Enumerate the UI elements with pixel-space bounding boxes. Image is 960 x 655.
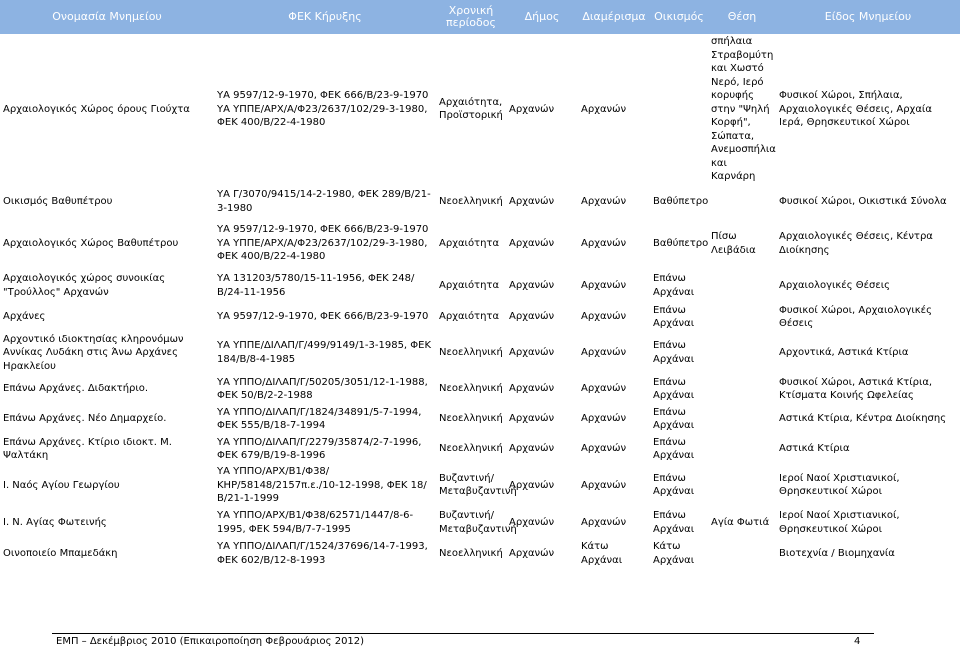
table-row (0, 269, 960, 303)
cell-oikismos: Βαθύπετρο (653, 237, 709, 249)
cell-diamerisma: Κάτω Αρχάναι (581, 541, 623, 566)
cell-period: Αρχαιότητα (439, 279, 500, 291)
cell-name: Επάνω Αρχάνες. Κτίριο ιδιοκτ. Μ. Ψαλτάκη (3, 436, 172, 461)
cell-oikismos: Επάνω Αρχάναι (653, 340, 695, 365)
cell-eidos: Αστικά Κτίρια, Κέντρα Διοίκησης (779, 413, 947, 425)
cell-thesi (708, 539, 776, 569)
cell-thesi (708, 404, 776, 434)
table-row (0, 185, 960, 219)
cell-dimos: Αρχανών (509, 103, 555, 115)
cell-eidos: Αρχαιολογικές Θέσεις (779, 279, 891, 291)
cell-period: Αρχαιότητα, Προϊστορική (439, 96, 503, 122)
cell-name: Αρχαιολογικός Χώρος Βαθυπέτρου (3, 237, 179, 249)
cell-eidos: Βιοτεχνία / Βιομηχανία (779, 547, 895, 559)
cell-thesi: Πίσω Λειβάδια (711, 231, 756, 256)
cell-name: Ι. Ναός Αγίου Γεωργίου (3, 479, 120, 491)
cell-fek: ΥΑ 9597/12-9-1970, ΦΕΚ 666/Β/23-9-1970 ΥΑ ΥΠΠΕ/ΑΡΧ/Α/Φ23/2637/102/29-3-1980, ΦΕΚ 400/Β/22-4-1980 (217, 224, 429, 263)
cell-eidos: Φυσικοί Χώροι, Αστικά Κτίρια, Κτίσματα Κοινής Ωφελείας (779, 376, 933, 401)
cell-fek: ΥΑ ΥΠΠΟ/ΔΙΛΑΠ/Γ/1824/34891/5-7-1994, ΦΕΚ 555/Β/18-7-1994 (217, 406, 422, 431)
cell-thesi (708, 434, 776, 464)
cell-period: Νεοελληνική (439, 347, 503, 358)
cell-dimos: Αρχανών (509, 237, 555, 249)
cell-oikismos: Επάνω Αρχάναι (653, 406, 695, 431)
cell-diamerisma: Αρχανών (581, 383, 627, 395)
cell-fek: ΥΑ ΥΠΠΟ/ΑΡΧ/Β1/Φ38/ΚΗΡ/58148/2157π.ε./10-12-1998, ΦΕΚ 18/Β/21-1-1999 (217, 466, 427, 504)
cell-period: Νεοελληνική (439, 443, 503, 455)
cell-period: Νεοελληνική (439, 383, 503, 395)
cell-name: Ι. Ν. Αγίας Φωτεινής (3, 516, 107, 528)
cell-oikismos: Επάνω Αρχάναι (653, 273, 695, 298)
cell-oikismos: Βαθύπετρο (653, 195, 709, 207)
cell-fek: ΥΑ Γ/3070/9415/14-2-1980, ΦΕΚ 289/Β/21-3-1980 (217, 189, 431, 214)
cell-eidos: Αρχοντικά, Αστικά Κτίρια (779, 347, 909, 358)
cell-oikismos: Επάνω Αρχάναι (653, 510, 695, 535)
table-row (0, 332, 960, 375)
cell-fek: ΥΑ 9597/12-9-1970, ΦΕΚ 666/Β/23-9-1970 (217, 311, 429, 323)
table-row (0, 303, 960, 332)
header-row (0, 0, 960, 34)
cell-fek: ΥΑ ΥΠΠΕ/ΔΙΛΑΠ/Γ/499/9149/1-3-1985, ΦΕΚ 184/Β/8-4-1985 (217, 340, 432, 365)
header-diamerisma: Διαμέρισμα (578, 0, 650, 34)
cell-thesi: Αγία Φωτιά (711, 516, 770, 528)
cell-thesi (708, 185, 776, 219)
cell-period: Αρχαιότητα (439, 311, 500, 323)
header-thesi: Θέση (708, 0, 776, 34)
cell-oikismos: Επάνω Αρχάναι (653, 472, 695, 498)
cell-thesi (708, 464, 776, 507)
cell-thesi (708, 374, 776, 404)
cell-diamerisma: Αρχανών (581, 195, 627, 207)
cell-diamerisma: Αρχανών (581, 443, 627, 455)
header-oikismos: Οικισμός (650, 0, 708, 34)
header-fek: ΦΕΚ Κήρυξης (214, 0, 436, 34)
footer-divider (52, 633, 874, 634)
table-row (0, 34, 960, 185)
cell-diamerisma: Αρχανών (581, 237, 627, 249)
cell-eidos: Ιεροί Ναοί Χριστιανικοί, Θρησκευτικοί Χώροι (779, 472, 900, 498)
cell-period: Αρχαιότητα (439, 237, 500, 249)
table-row (0, 539, 960, 569)
cell-period: Νεοελληνική (439, 195, 503, 207)
table-row (0, 434, 960, 464)
cell-name: Αρχάνες (3, 311, 46, 323)
cell-dimos: Αρχανών (509, 311, 555, 323)
table-row (0, 464, 960, 507)
cell-diamerisma: Αρχανών (581, 311, 627, 323)
cell-dimos: Αρχανών (509, 279, 555, 291)
cell-dimos: Αρχανών (509, 383, 555, 395)
cell-dimos: Αρχανών (509, 516, 555, 528)
cell-period: Βυζαντινή/Μεταβυζαντινή (439, 472, 517, 498)
cell-name: Επάνω Αρχάνες. Διδακτήριο. (3, 383, 149, 395)
cell-name: Αρχαιολογικός χώρος συνοικίας "Τρούλλος" Αρχανών (3, 273, 166, 298)
table-row (0, 404, 960, 434)
cell-diamerisma: Αρχανών (581, 347, 627, 358)
header-name: Ονομασία Μνημείου (0, 0, 214, 34)
cell-dimos: Αρχανών (509, 479, 555, 491)
cell-fek: ΥΑ ΥΠΠΟ/ΑΡΧ/Β1/Φ38/62571/1447/8-6-1995, ΦΕΚ 594/Β/7-7-1995 (217, 510, 414, 535)
cell-name: Αρχοντικό ιδιοκτησίας κληρονόμων Αννίκας Λυδάκη στις Άνω Αρχάνες Ηρακλείου (3, 333, 184, 372)
cell-diamerisma: Αρχανών (581, 103, 627, 115)
cell-diamerisma: Αρχανών (581, 413, 627, 425)
cell-dimos: Αρχανών (509, 547, 555, 559)
cell-fek: ΥΑ 9597/12-9-1970, ΦΕΚ 666/Β/23-9-1970 ΥΑ ΥΠΠΕ/ΑΡΧ/Α/Φ23/2637/102/29-3-1980, ΦΕΚ 400/Β/22-4-1980 (217, 90, 429, 128)
cell-eidos: Ιεροί Ναοί Χριστιανικοί, Θρησκευτικοί Χώροι (779, 510, 900, 535)
cell-period: Νεοελληνική (439, 413, 503, 425)
cell-name: Οικισμός Βαθυπέτρου (3, 195, 113, 207)
cell-oikismos: Επάνω Αρχάναι (653, 304, 695, 329)
header-eidos: Είδος Μνημείου (776, 0, 960, 34)
cell-fek: ΥΑ ΥΠΠΟ/ΔΙΛΑΠ/Γ/2279/35874/2-7-1996, ΦΕΚ 679/Β/19-8-1996 (217, 436, 422, 461)
cell-dimos: Αρχανών (509, 347, 555, 358)
cell-thesi (708, 332, 776, 375)
cell-name: Οινοποιείο Μπαμεδάκη (3, 547, 118, 559)
cell-oikismos (650, 34, 708, 185)
cell-eidos: Φυσικοί Χώροι, Οικιστικά Σύνολα (779, 195, 947, 207)
cell-fek: ΥΑ 131203/5780/15-11-1956, ΦΕΚ 248/Β/24-11-1956 (217, 273, 415, 298)
cell-thesi: σπήλαια Στραβομύτη και Χωστό Νερό, Ιερό κορυφής στην "Ψηλή Κορφή", Σώπατα, Ανεμοσπήλια και Καρνάρη (711, 36, 776, 182)
cell-dimos: Αρχανών (509, 443, 555, 455)
cell-eidos: Φυσικοί Χώροι, Αρχαιολογικές Θέσεις (779, 304, 932, 329)
cell-diamerisma: Αρχανών (581, 479, 627, 491)
cell-oikismos: Επάνω Αρχάναι (653, 436, 695, 461)
cell-oikismos: Επάνω Αρχάναι (653, 376, 695, 401)
table-row (0, 219, 960, 269)
cell-dimos: Αρχανών (509, 413, 555, 425)
cell-period: Βυζαντινή/Μεταβυζαντινή (439, 510, 517, 535)
cell-dimos: Αρχανών (509, 195, 555, 207)
cell-oikismos: Κάτω Αρχάναι (653, 541, 695, 566)
table-body (0, 34, 960, 569)
cell-fek: ΥΑ ΥΠΠΟ/ΔΙΛΑΠ/Γ/50205/3051/12-1-1988, ΦΕΚ 50/Β/2-2-1988 (217, 376, 428, 401)
cell-eidos: Αρχαιολογικές Θέσεις, Κέντρα Διοίκησης (779, 231, 933, 256)
cell-name: Αρχαιολογικός Χώρος όρους Γιούχτα (3, 103, 190, 115)
header-period: Χρονική περίοδος (436, 0, 506, 34)
cell-diamerisma: Αρχανών (581, 279, 627, 291)
table-row (0, 374, 960, 404)
cell-name: Επάνω Αρχάνες. Νέο Δημαρχείο. (3, 413, 167, 425)
cell-period: Νεοελληνική (439, 547, 503, 559)
cell-diamerisma: Αρχανών (581, 516, 627, 528)
page-number: 4 (854, 636, 861, 647)
table-row (0, 507, 960, 539)
header-dimos: Δήμος (506, 0, 578, 34)
footer-text: ΕΜΠ – Δεκέμβριος 2010 (Επικαιροποίηση Φεβρουάριος 2012) (56, 636, 365, 647)
cell-thesi (708, 303, 776, 332)
cell-eidos: Αστικά Κτίρια (779, 443, 850, 455)
cell-thesi (708, 269, 776, 303)
cell-fek: ΥΑ ΥΠΠΟ/ΔΙΛΑΠ/Γ/1524/37696/14-7-1993, ΦΕΚ 602/Β/12-8-1993 (217, 541, 428, 566)
cell-eidos: Φυσικοί Χώροι, Σπήλαια, Αρχαιολογικές Θέσεις, Αρχαία Ιερά, Θρησκευτικοί Χώροι (779, 90, 932, 128)
